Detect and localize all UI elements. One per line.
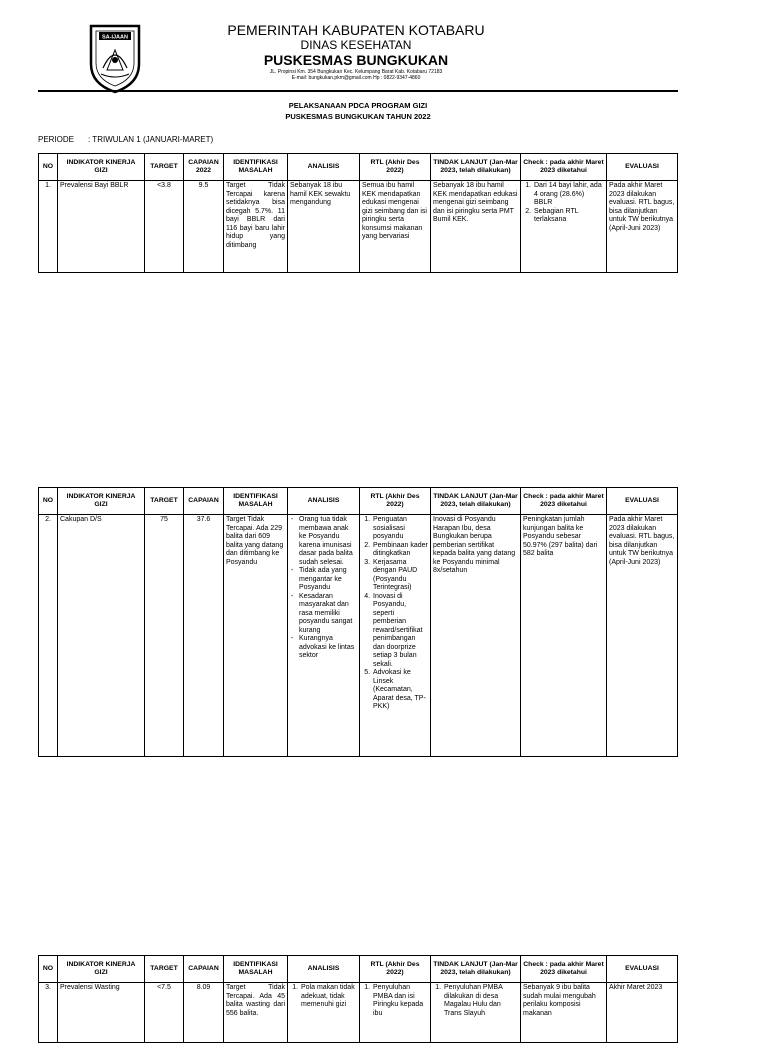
government-name: PEMERINTAH KABUPATEN KOTABARU (227, 22, 485, 38)
cell-tindak-lanjut: Inovasi di Posyandu Harapan Ibu, desa Bungkukan berupa pemberian sertifikat kepada balita yang datang ke Posyandu minimal 8x/setahun (431, 515, 521, 757)
col-tindak-lanjut: TINDAK LANJUT (Jan-Mar 2023, telah dilakukan) (431, 488, 521, 515)
table-header (39, 956, 678, 983)
cell-analisis (288, 983, 360, 1043)
pdca-table-3 (38, 955, 678, 1043)
cell-rtl (360, 983, 431, 1043)
table-header (39, 154, 678, 181)
col-indikator: INDIKATOR KINERJA GIZI (58, 154, 145, 181)
list-item: - Tidak ada yang mengantar ke Posyandu (299, 567, 357, 593)
list-item: 1. Penyuluhan PMBA dan isi Piringku kepada ibu (372, 984, 428, 1018)
cell-no: 2. (39, 515, 58, 757)
col-capaian: CAPAIAN (184, 488, 224, 515)
table-row (39, 983, 678, 1043)
col-rtl: RTL (Akhir Des 2022) (360, 488, 431, 515)
periode-label: PERIODE (38, 135, 75, 144)
col-check: Check : pada akhir Maret 2023 diketahui (521, 956, 607, 983)
cell-tindak-lanjut (431, 983, 521, 1043)
periode-value: : TRIWULAN 1 (JANUARI-MARET) (88, 135, 214, 144)
col-no: NO (39, 956, 58, 983)
col-indikator: INDIKATOR KINERJA GIZI (58, 488, 145, 515)
col-indikator: INDIKATOR KINERJA GIZI (58, 956, 145, 983)
cell-rtl (360, 515, 431, 757)
kotabaru-logo (87, 22, 143, 94)
list-item: 2. Pembinaan kader ditingkatkan (372, 542, 428, 559)
department-name: DINAS KESEHATAN (300, 38, 412, 52)
letterhead (170, 22, 542, 81)
cell-identifikasi: Target Tidak Tercapai. Ada 45 balita wasting dari 556 balita. (224, 983, 288, 1043)
title-line-2: PUSKESMAS BUNGKUKAN TAHUN 2022 (285, 112, 431, 121)
col-tindak-lanjut: TINDAK LANJUT (Jan-Mar 2023, telah dilakukan) (431, 956, 521, 983)
list-item: 1. Penyuluhan PMBA dilakukan di desa Magalau Hulu dan Trans Slayuh (443, 984, 518, 1018)
col-evaluasi: EVALUASI (607, 488, 678, 515)
contact: E-mail: bungkukan.pkm@gmail.com Hp : 0822-9347-4860 (291, 75, 421, 81)
col-identifikasi: IDENTIFIKASI MASALAH (224, 956, 288, 983)
col-analisis: ANALISIS (288, 956, 360, 983)
cell-no: 3. (39, 983, 58, 1043)
col-identifikasi: IDENTIFIKASI MASALAH (224, 488, 288, 515)
cell-target: 75 (145, 515, 184, 757)
col-evaluasi: EVALUASI (607, 154, 678, 181)
title-line-1: PELAKSANAAN PDCA PROGRAM GIZI (288, 101, 428, 110)
col-rtl: RTL (Akhir Des 2022) (360, 154, 431, 181)
pdca-table-1 (38, 153, 678, 273)
list-item: 2. Sebagian RTL terlaksana (533, 208, 604, 225)
table-row (39, 181, 678, 273)
puskesmas-name: PUSKESMAS BUNGKUKAN (263, 52, 449, 68)
svg-text:SA-IJAAN: SA-IJAAN (102, 34, 128, 41)
col-target: TARGET (145, 488, 184, 515)
cell-capaian: 37.6 (184, 515, 224, 757)
list-item: - Orang tua tidak membawa anak ke Posyandu karena imunisasi dasar pada balita sudah selesai. (299, 516, 357, 567)
cell-evaluasi: Akhir Maret 2023 (607, 983, 678, 1043)
cell-analisis: Sebanyak 18 ibu hamil KEK sewaktu mengandung (288, 181, 360, 273)
cell-evaluasi: Pada akhir Maret 2023 dilakukan evaluasi. RTL bagus, bisa dilanjutkan untuk TW berikutnya (April-Juni 2023) (607, 515, 678, 757)
periode (38, 135, 213, 144)
cell-identifikasi: Target Tidak Tercapai. Ada 229 balita dari 609 balita yang datang dan ditimbang ke Posyandu (224, 515, 288, 757)
list-item: 1. Pola makan tidak adekuat, tidak memenuhi gizi (300, 984, 357, 1010)
col-target: TARGET (145, 956, 184, 983)
cell-check: Sebanyak 9 ibu balita sudah mulai mengubah perilaku komposisi makanan (521, 983, 607, 1043)
cell-capaian: 9.5 (184, 181, 224, 273)
cell-check (521, 181, 607, 273)
col-tindak-lanjut: TINDAK LANJUT (Jan-Mar 2023, telah dilakukan) (431, 154, 521, 181)
cell-tindak-lanjut: Sebanyak 18 ibu hamil KEK mendapatkan edukasi mengenai gizi seimbang dan isi piringku serta PMT Bumil KEK. (431, 181, 521, 273)
list-item: - Kesadaran masyarakat dan rasa memiliki posyandu sangat kurang (299, 593, 357, 636)
col-check: Check : pada akhir Maret 2023 diketahui (521, 154, 607, 181)
list-item: 1. Penguatan sosialisasi posyandu (372, 516, 428, 542)
cell-target: <7.5 (145, 983, 184, 1043)
table-header (39, 488, 678, 515)
col-no: NO (39, 154, 58, 181)
pdca-table-2 (38, 487, 678, 757)
cell-capaian: 8.09 (184, 983, 224, 1043)
cell-indikator: Prevalensi Bayi BBLR (58, 181, 145, 273)
col-capaian: CAPAIAN (184, 956, 224, 983)
col-analisis: ANALISIS (288, 154, 360, 181)
col-no: NO (39, 488, 58, 515)
col-evaluasi: EVALUASI (607, 956, 678, 983)
col-rtl: RTL (Akhir Des 2022) (360, 956, 431, 983)
cell-indikator: Prevalensi Wasting (58, 983, 145, 1043)
cell-identifikasi: Target Tidak Tercapai karena setidaknya bisa dicegah 5.7%. 11 bayi BBLR dari 116 bayi baru lahir hidup yang ditimbang (224, 181, 288, 273)
list-item: - Kurangnya advokasi ke lintas sektor (299, 635, 357, 661)
list-item: 1. Dari 14 bayi lahir, ada 4 orang (28.6%) BBLR (533, 182, 604, 208)
cell-target: <3.8 (145, 181, 184, 273)
col-check: Check : pada akhir Maret 2023 diketahui (521, 488, 607, 515)
col-analisis: ANALISIS (288, 488, 360, 515)
letterhead-divider (38, 90, 678, 92)
col-identifikasi: IDENTIFIKASI MASALAH (224, 154, 288, 181)
cell-evaluasi: Pada akhir Maret 2023 dilakukan evaluasi. RTL bagus, bisa dilanjutkan untuk TW berikutnya (April-Juni 2023) (607, 181, 678, 273)
address: JL. Propinsi Km. 354 Bungkukan Kec. Kelumpang Barat Kab. Kotabaru 72183 (269, 69, 443, 75)
list-item: 3. Kerjasama dengan PAUD (Posyandu Terintegrasi) (372, 559, 428, 593)
cell-rtl: Semua ibu hamil KEK mendapatkan edukasi mengenai gizi seimbang dan isi piringku serta konsumsi makanan yang bervariasi (360, 181, 431, 273)
cell-no: 1. (39, 181, 58, 273)
list-item: 5. Advokasi ke Linsek (Kecamatan, Aparat desa, TP-PKK) (372, 669, 428, 712)
document-title (38, 100, 678, 122)
list-item: 4. Inovasi di Posyandu, seperti pemberian reward/sertifikat penimbangan dan doorprize setiap 3 bulan sekali. (372, 593, 428, 670)
table-row (39, 515, 678, 757)
cell-analisis (288, 515, 360, 757)
col-target: TARGET (145, 154, 184, 181)
cell-check: Peningkatan jumlah kunjungan balita ke Posyandu sebesar 50.97% (297 balita) dari 582 balita (521, 515, 607, 757)
col-capaian: CAPAIAN 2022 (184, 154, 224, 181)
cell-indikator: Cakupan D/S (58, 515, 145, 757)
